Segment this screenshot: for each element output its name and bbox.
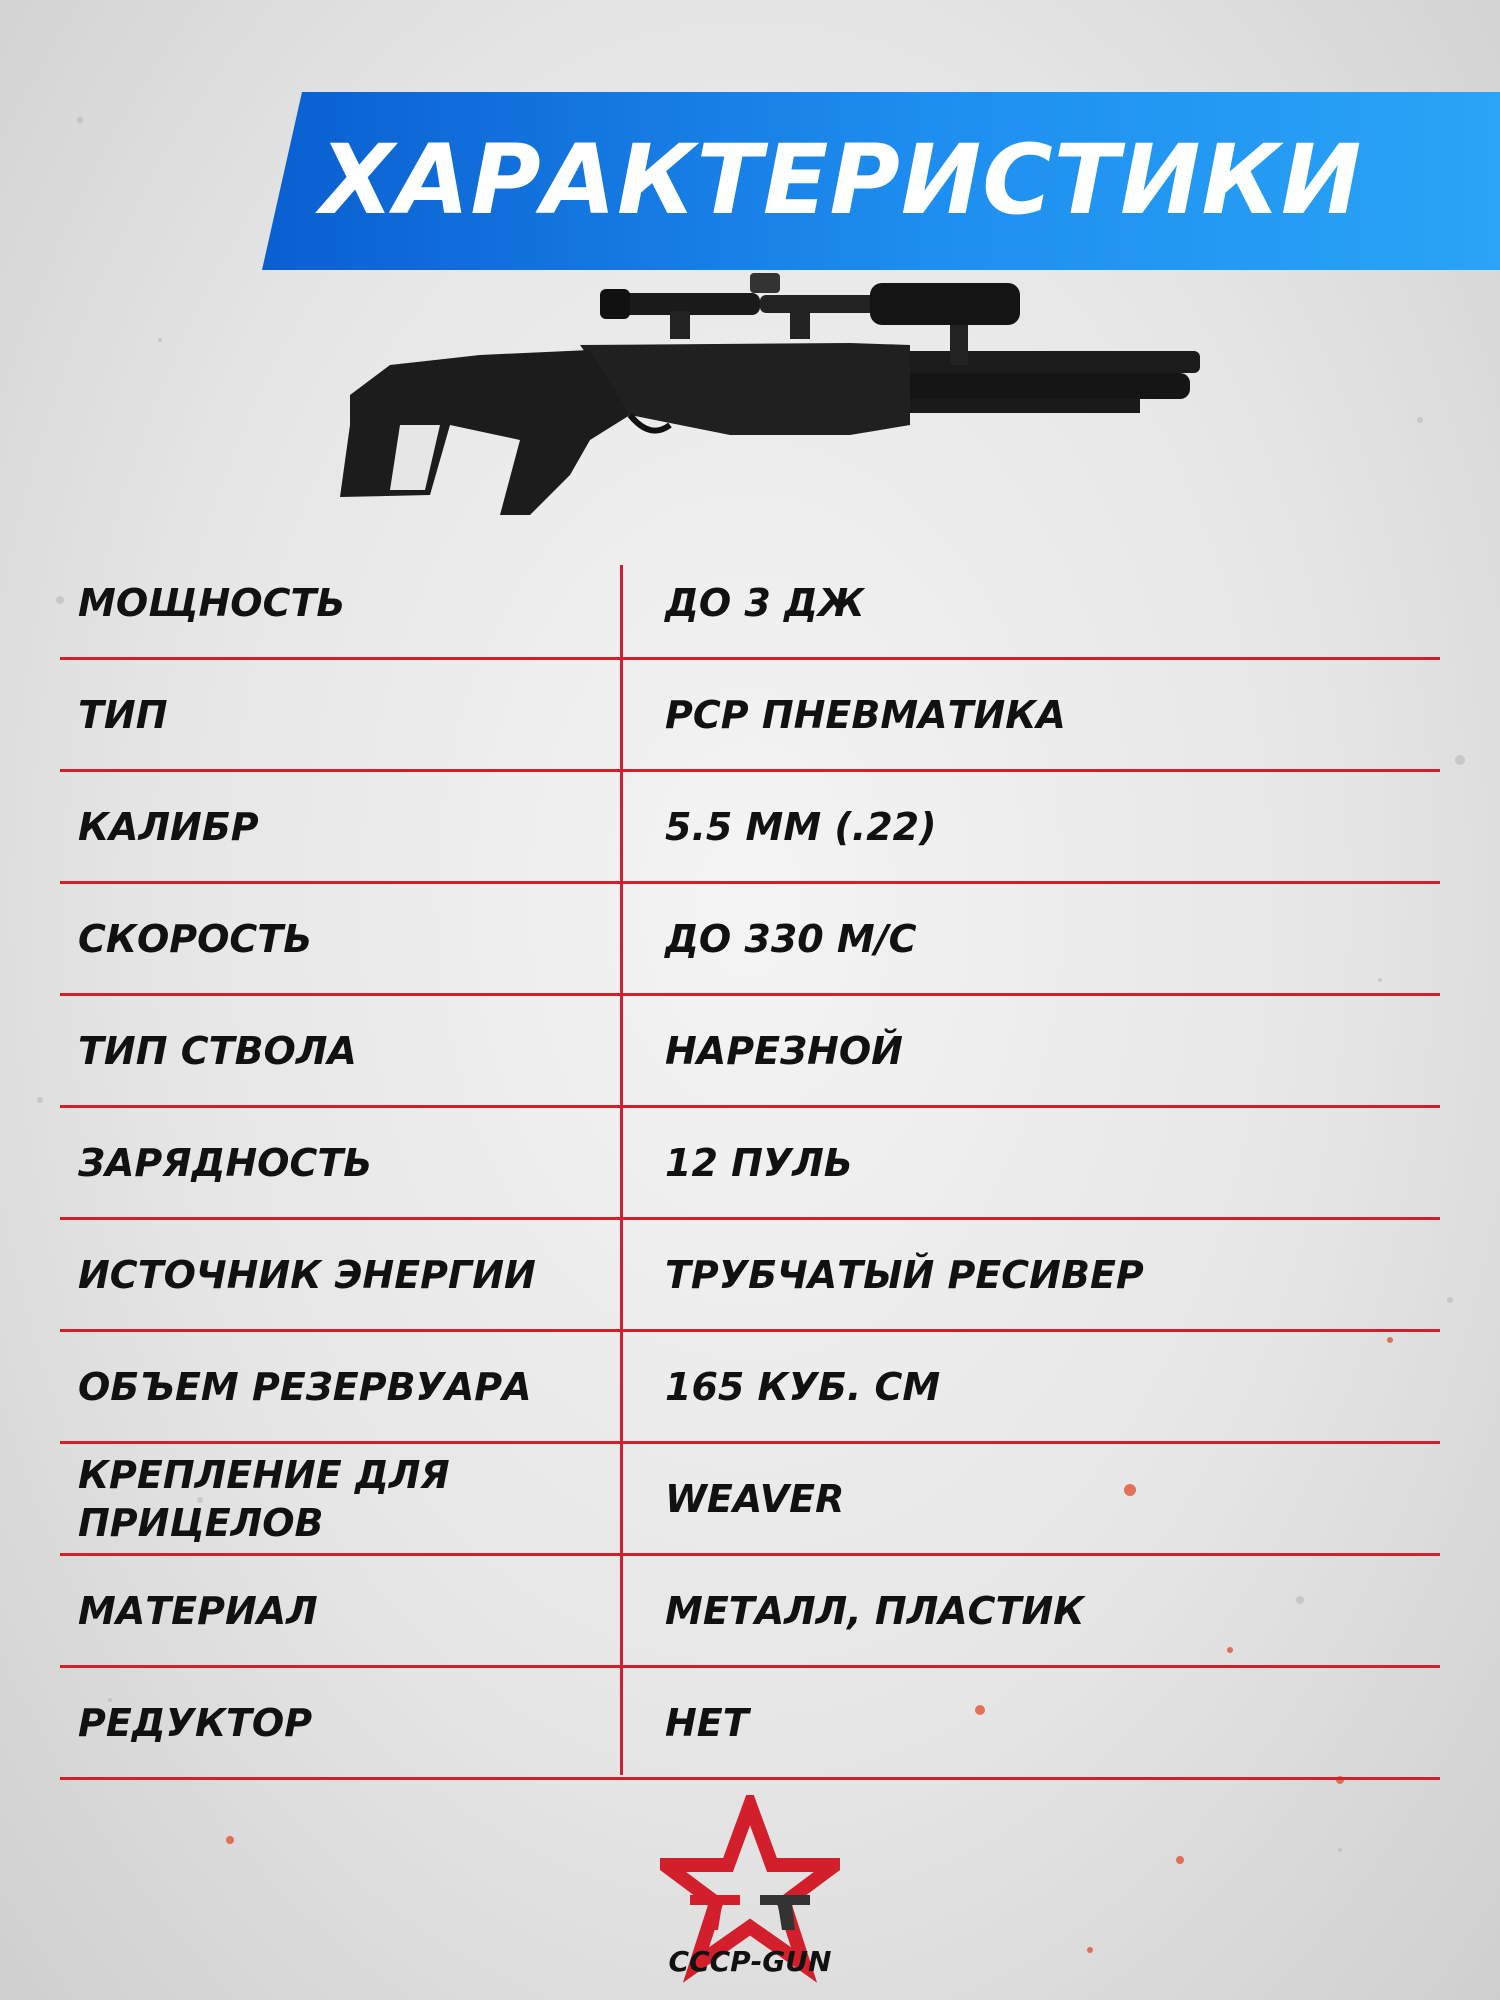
spec-value: МЕТАЛЛ, ПЛАСТИК [665, 1588, 1085, 1633]
spec-value: НАРЕЗНОЙ [665, 1028, 903, 1073]
air-rifle-image [330, 265, 1220, 525]
spec-row [60, 1668, 1440, 1780]
spec-row [60, 1220, 1440, 1332]
specs-table [60, 548, 1440, 1780]
spec-value: 165 КУБ. СМ [665, 1364, 941, 1409]
spec-label: СКОРОСТЬ [78, 916, 313, 961]
brand-logo-text: СССР-GUN [668, 1945, 832, 1978]
spec-label: МАТЕРИАЛ [78, 1588, 318, 1633]
spec-value: PCP ПНЕВМАТИКА [665, 692, 1066, 737]
spec-row [60, 548, 1440, 660]
spec-label: ЗАРЯДНОСТЬ [78, 1140, 373, 1185]
spec-row [60, 772, 1440, 884]
spec-label: КРЕПЛЕНИЕ ДЛЯ ПРИЦЕЛОВ [78, 1452, 450, 1545]
spec-row [60, 660, 1440, 772]
spec-row [60, 1556, 1440, 1668]
spec-row [60, 996, 1440, 1108]
spec-label: КАЛИБР [78, 804, 259, 849]
spec-row [60, 884, 1440, 996]
spec-label: ИСТОЧНИК ЭНЕРГИИ [78, 1252, 536, 1297]
spec-value: ТРУБЧАТЫЙ РЕСИВЕР [665, 1252, 1144, 1297]
spec-value: НЕТ [665, 1700, 749, 1745]
page-title: ХАРАКТЕРИСТИКИ [320, 124, 1363, 236]
spec-label: МОЩНОСТЬ [78, 580, 346, 625]
spec-value: ДО 330 М/С [665, 916, 917, 961]
spec-value: 12 ПУЛЬ [665, 1140, 853, 1185]
spec-value: ДО 3 ДЖ [665, 580, 865, 625]
spec-label: РЕДУКТОР [78, 1700, 313, 1745]
spec-row [60, 1108, 1440, 1220]
spec-value: WEAVER [665, 1476, 845, 1521]
spec-label: ТИП [78, 692, 168, 737]
spec-label: ТИП СТВОЛА [78, 1028, 357, 1073]
spec-row [60, 1332, 1440, 1444]
spec-label: ОБЪЕМ РЕЗЕРВУАРА [78, 1364, 532, 1409]
spec-row [60, 1444, 1440, 1556]
spec-value: 5.5 ММ (.22) [665, 804, 937, 849]
